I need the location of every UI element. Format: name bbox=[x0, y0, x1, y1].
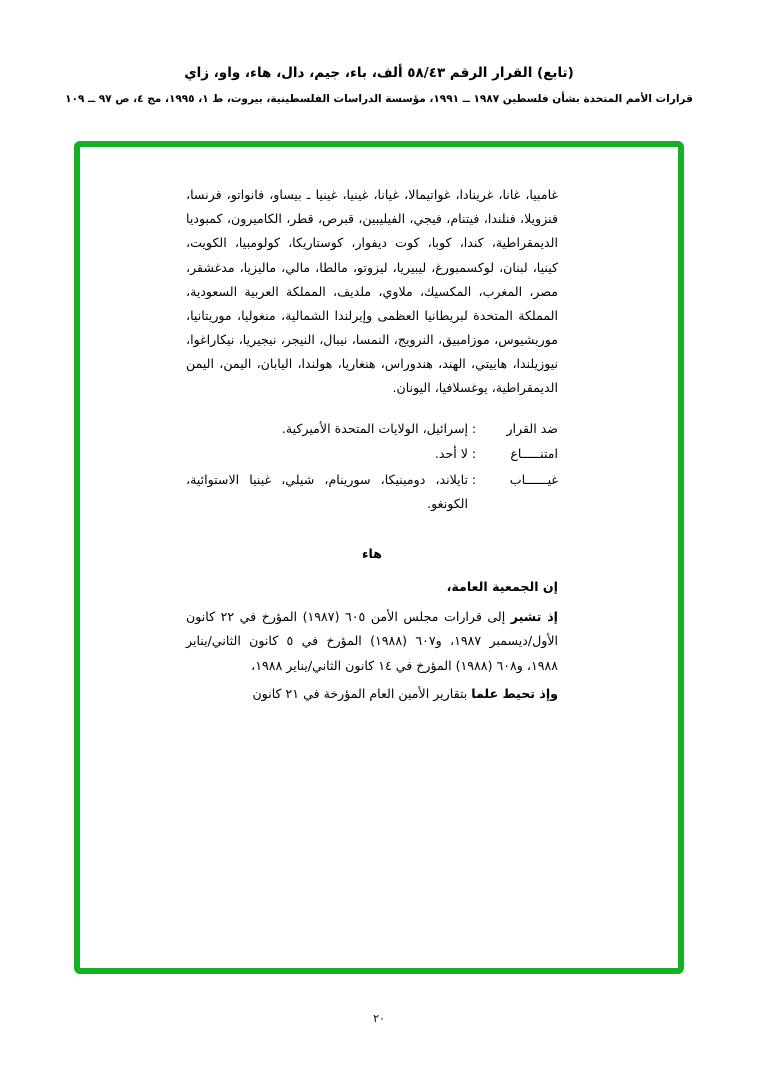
clause-bold-prefix: إذ تشير bbox=[510, 609, 559, 625]
vote-results bbox=[186, 417, 558, 517]
vote-value: تايلاند، دومينيكا، سورينام، شيلي، غينيا الاستوائية، الكونغو. bbox=[186, 472, 468, 512]
vote-label: غيــــــاب bbox=[509, 472, 558, 488]
clause-text: إلى قرارات مجلس الأمن ٦٠٥ (١٩٨٧) المؤرخ في ٢٢ كانون الأول/ديسمبر ١٩٨٧، و٦٠٧ (١٩٨٨) المؤرخ في ٥ كانون الثاني/يناير ١٩٨٨، و٦٠٨ (١٩٨٨) المؤرخ في ١٤ كانون الثاني/يناير ١٩٨٨، bbox=[186, 609, 559, 673]
page-header bbox=[0, 0, 758, 107]
vote-label: ضد القرار bbox=[506, 420, 558, 436]
preamble-lead: إن الجمعية العامة، bbox=[446, 579, 558, 595]
document-content bbox=[186, 183, 558, 710]
vote-value: إسرائيل، الولايات المتحدة الأميركية. bbox=[281, 420, 468, 436]
vote-value: لا أحد. bbox=[434, 446, 468, 462]
clause-item bbox=[186, 605, 558, 678]
vote-label: امتنـــــاع bbox=[510, 446, 558, 462]
vote-row bbox=[186, 442, 558, 466]
clause-bold-prefix: وإذ تحيط علما bbox=[471, 685, 558, 701]
vote-separator: : bbox=[471, 446, 477, 462]
vote-separator: : bbox=[471, 472, 477, 488]
green-border-frame bbox=[74, 141, 684, 974]
page-title: (تابع) القرار الرقم ٥٨/٤٣ ألف، باء، جيم، دال، هاء، واو، زاي bbox=[184, 65, 574, 81]
countries-paragraph: غامبيا، غانا، غرينادا، غواتيمالا، غيانا، غينيا، غينيا ـ بيساو، فانواتو، فرنسا، فنزويلا، فنلندا، فيتنام، فيجي، الفيليبين، قبرص، قطر، الكاميرون، كمبوديا الديمقراطية، كندا، كوبا، كوت ديفوار، كوستاريكا، كولومبيا، الكويت، كينيا، لبنان، لوكسمبورغ، ليبيريا، ليزوتو، مالطا، مالي، ماليزيا، مدغشقر، مصر، المغرب، المكسيك، ملاوي، ملديف، المملكة العربية السعودية، المملكة المتحدة لبريطانيا العظمى وإيرلندا الشمالية، منغوليا، موريتانيا، موريشيوس، موزامبيق، النرويج، النمسا، نيبال، النيجر، نيجيريا، نيكاراغوا، نيوزيلندا، هاييتي، الهند، هندوراس، هنغاريا، هولندا، اليابان، اليمن، اليمن الديمقراطية، يوغسلافيا، اليونان. bbox=[186, 187, 558, 396]
clause-item bbox=[186, 682, 558, 706]
clause-text: بتقارير الأمين العام المؤرخة في ٢١ كانون bbox=[252, 685, 472, 701]
vote-row bbox=[186, 417, 558, 441]
source-citation: قرارات الأمم المتحدة بشأن فلسطين ١٩٨٧ ــ ١٩٩١، مؤسسة الدراسات الفلسطينية، بيروت، ط ١، ١٩٩٥، مج ٤، ص ٩٧ ــ ١٠٩ bbox=[65, 92, 693, 105]
section-letter: هاء bbox=[362, 546, 382, 562]
page-number: ٢٠ bbox=[373, 1012, 385, 1025]
vote-row bbox=[186, 468, 558, 516]
vote-separator: : bbox=[471, 420, 477, 436]
